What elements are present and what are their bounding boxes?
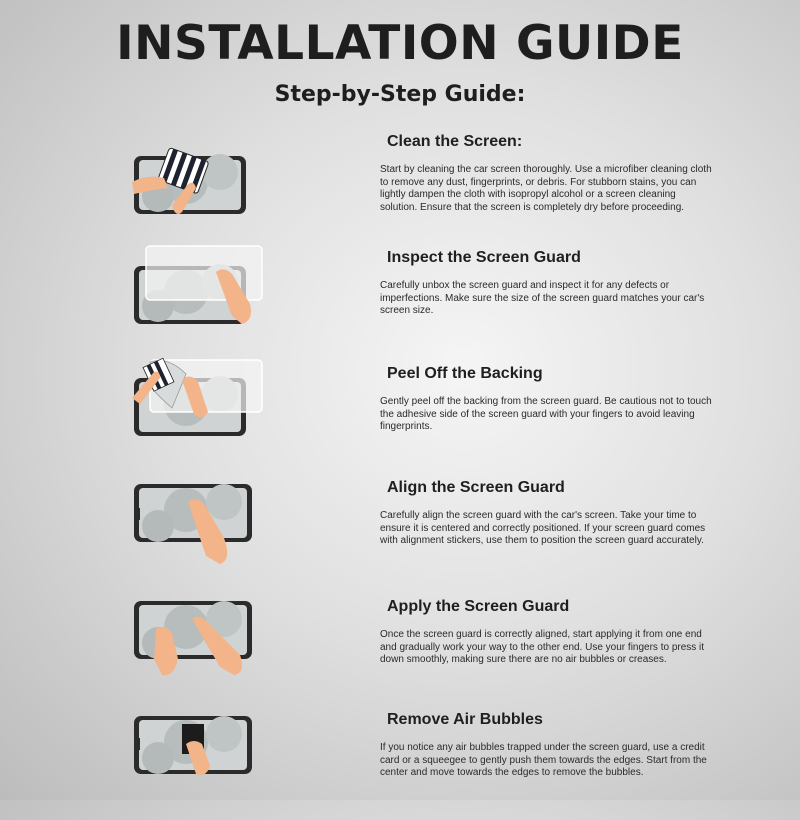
step-title: Remove Air Bubbles [387, 711, 543, 728]
step-title: Align the Screen Guard [387, 479, 565, 496]
step-clean-screen [0, 132, 800, 242]
cleaning-cloth-icon [128, 144, 273, 244]
step-description: Gently peel off the backing from the screen guard. Be cautious not to touch the adhesive side of the screen guard with your fingers to avoid leaving fingerprints. [380, 396, 712, 432]
page-subtitle: Step-by-Step Guide: [274, 82, 526, 107]
step-title: Apply the Screen Guard [387, 598, 570, 615]
step-description: Start by cleaning the car screen thoroughly. Use a microfiber cleaning cloth to remove any dust, fingerprints, or debris. For stubborn stains, you can lightly dampen the cloth with isopropyl alcohol or a screen cleaning solution. Ensure that the screen is completely dry before proceeding. [380, 164, 712, 213]
align-hand-icon [128, 482, 273, 582]
step-description: If you notice any air bubbles trapped under the screen guard, use a credit card or a squeegee to gently push them towards the edges. Start from the center and move towards the edges to remove the bubbles. [380, 742, 707, 778]
step-title: Clean the Screen: [387, 133, 523, 150]
step-apply-guard [0, 597, 800, 707]
step-inspect-guard [0, 248, 800, 358]
step-peel-backing [0, 364, 800, 474]
step-description: Once the screen guard is correctly aligned, start applying it from one end and gradually work your way to the other end. Use your fingers to press it down smoothly, making sure there are no air bubbles or creases. [380, 629, 705, 665]
page-title: INSTALLATION GUIDE [116, 16, 684, 71]
squeegee-card-icon [128, 714, 273, 814]
step-align-guard [0, 478, 800, 588]
peel-backing-icon [128, 356, 273, 456]
step-title: Peel Off the Backing [387, 365, 543, 382]
step-description: Carefully align the screen guard with the car's screen. Take your time to ensure it is centered and correctly positioned. If your screen guard comes with alignment stickers, use them to position the screen guard accurately. [380, 510, 706, 546]
step-description: Carefully unbox the screen guard and inspect it for any defects or imperfections. Make sure the size of the screen guard matches your car's screen size. [380, 280, 705, 316]
step-title: Inspect the Screen Guard [387, 249, 581, 266]
two-hands-apply-icon [128, 599, 273, 699]
step-remove-bubbles [0, 710, 800, 820]
screen-guard-inspect-icon [128, 244, 273, 344]
